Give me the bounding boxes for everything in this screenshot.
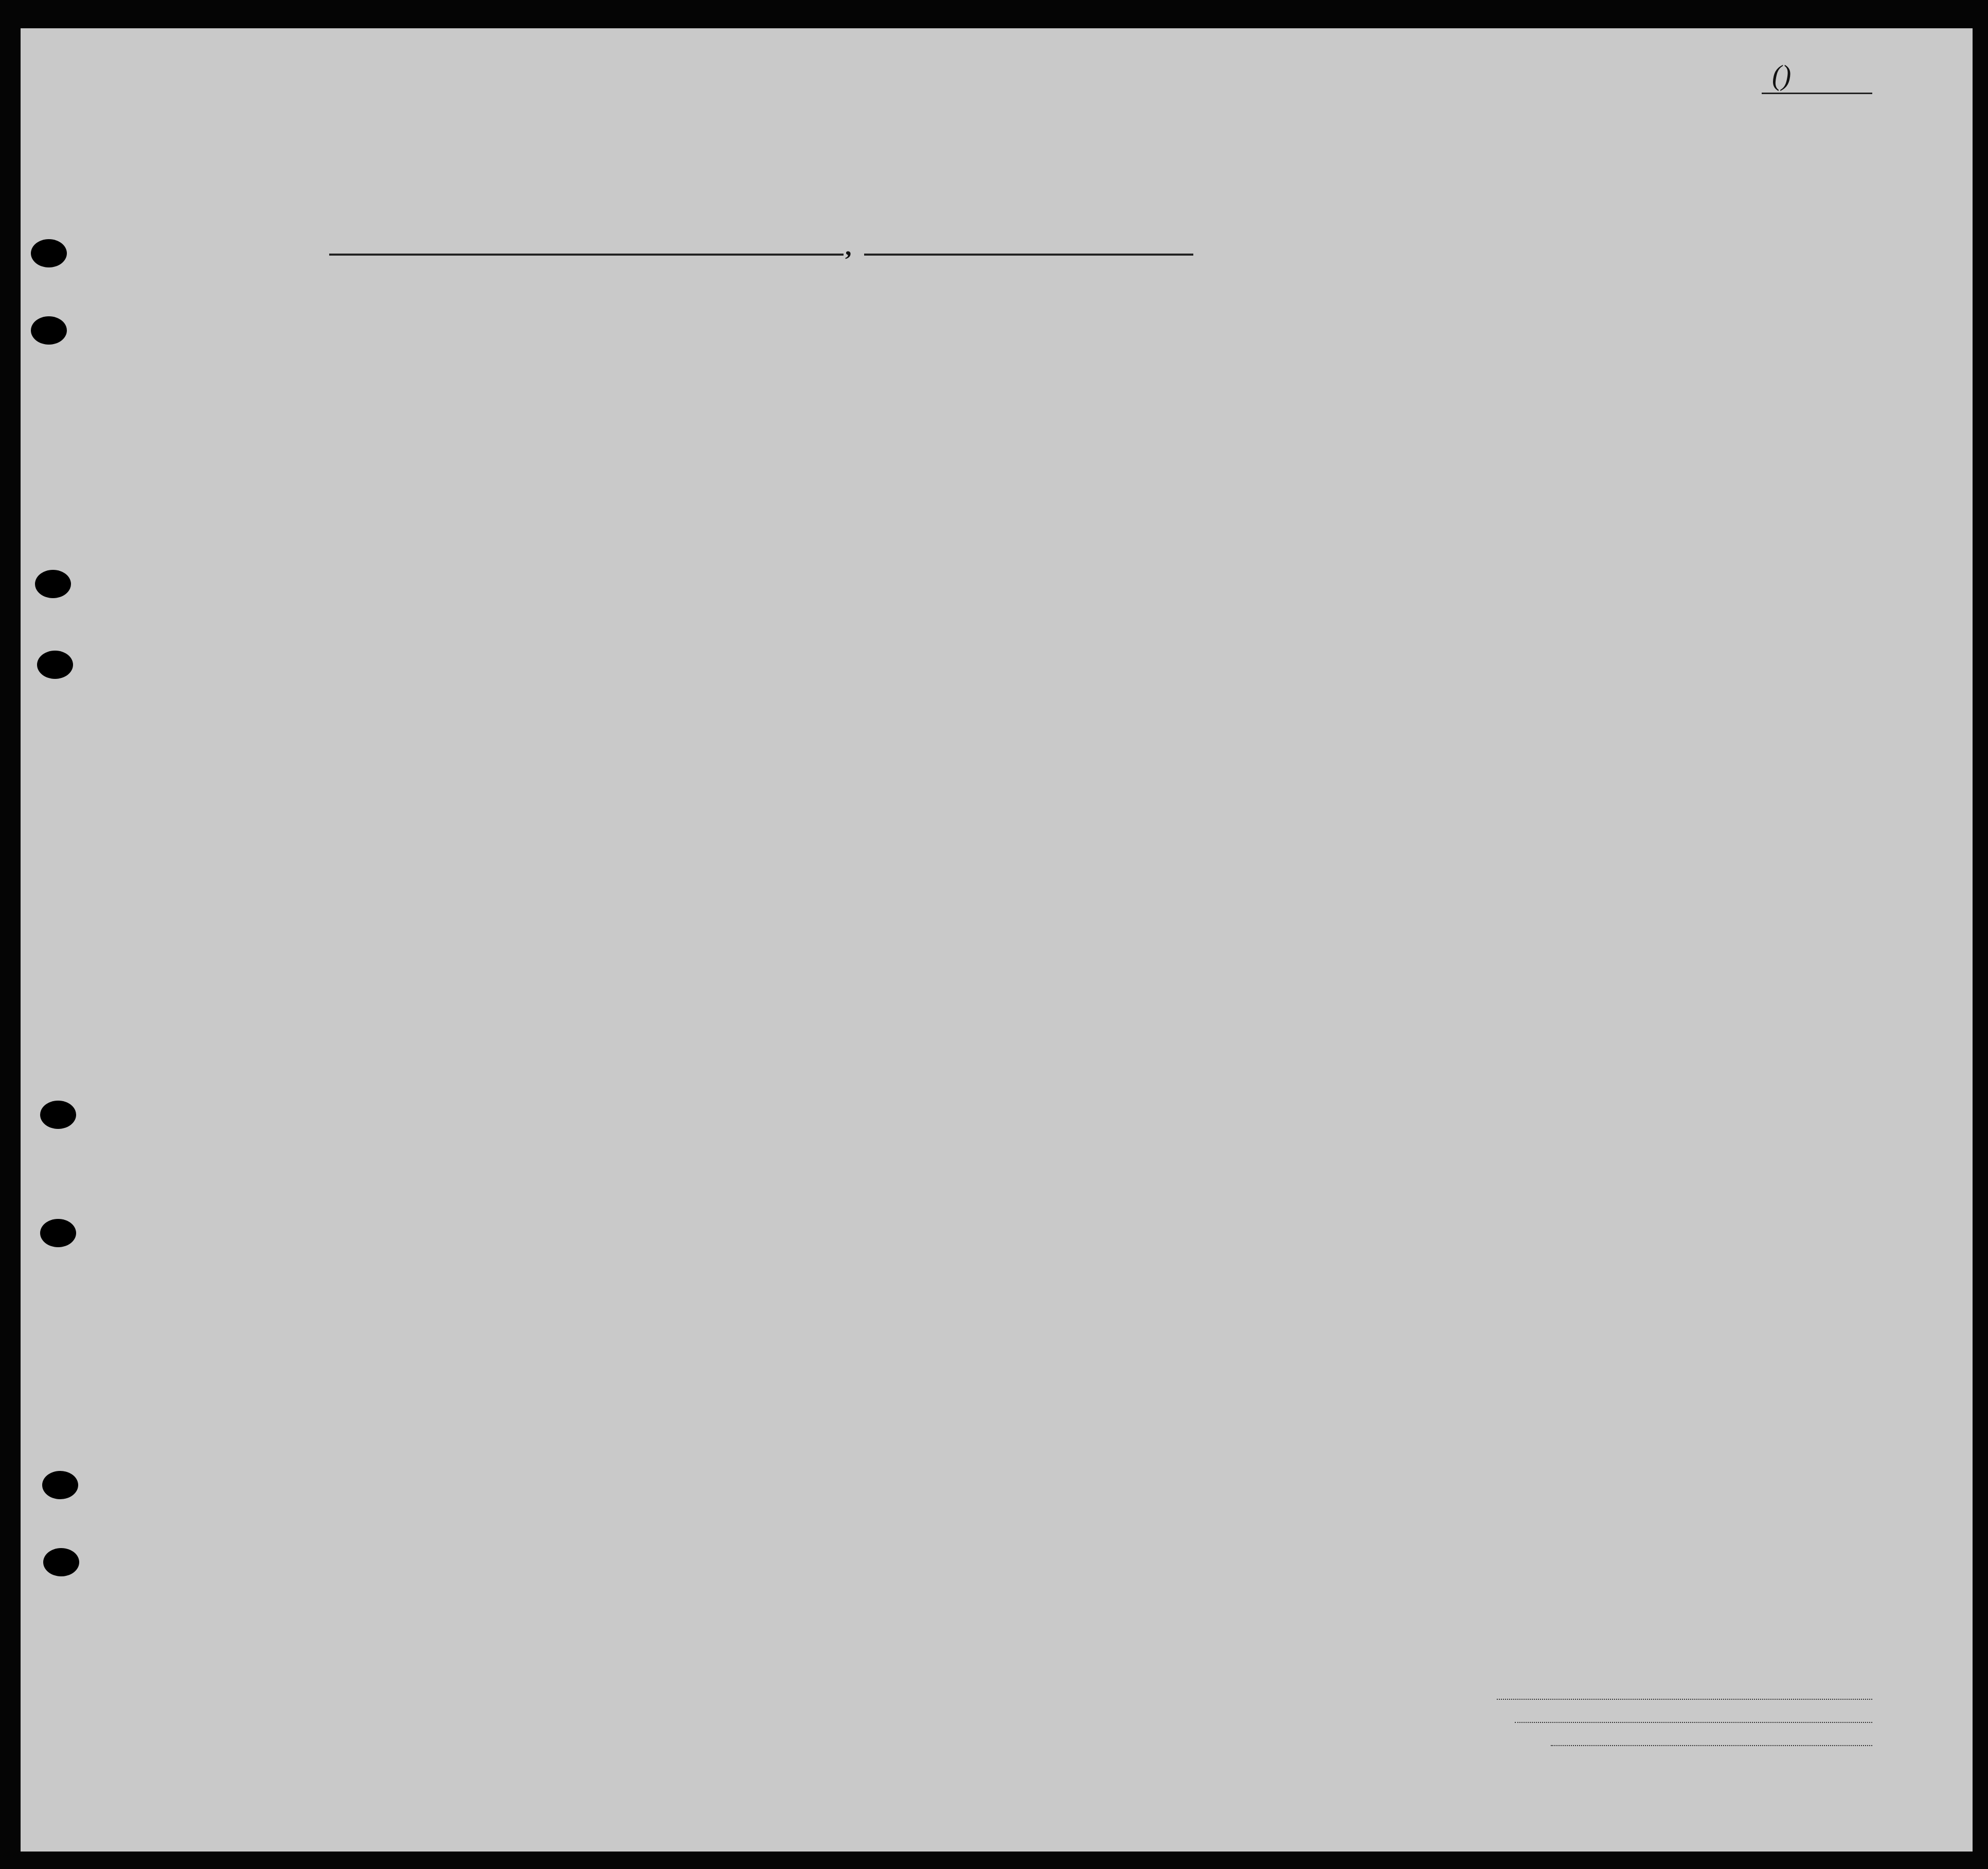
ruled-grid [21,28,1973,1852]
line-field [1497,1699,1872,1700]
punch-hole [40,1101,76,1129]
agents-field [1551,1745,1872,1746]
list-number: () [1772,60,1792,92]
owners-field [1515,1722,1872,1723]
punch-hole [37,651,73,679]
punch-hole [35,570,71,598]
port-comma: , [845,232,852,261]
manifest-sheet [21,28,1973,1852]
punch-hole [40,1219,76,1247]
punch-hole [31,239,67,267]
punch-hole [42,1471,78,1499]
punch-hole [31,316,67,345]
punch-hole [43,1548,79,1576]
